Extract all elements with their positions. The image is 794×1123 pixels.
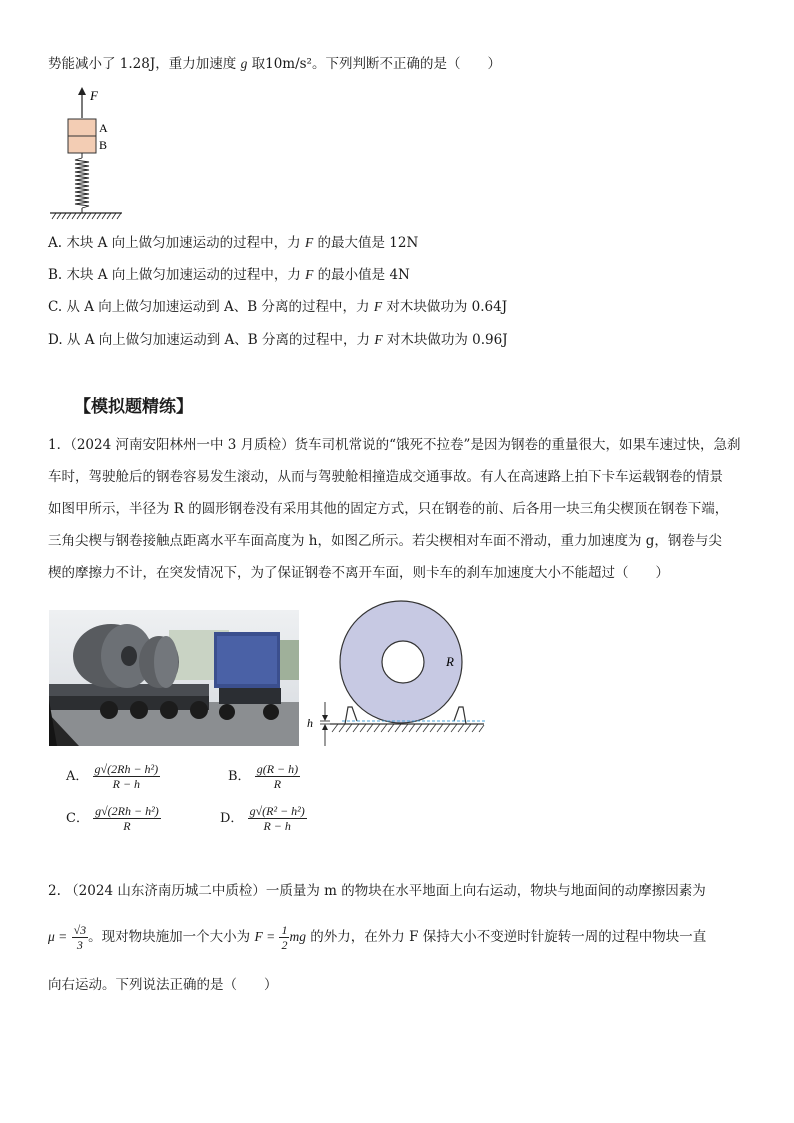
option-d[interactable]: D. 从 A 向上做匀加速运动到 A、B 分离的过程中，力 F 对木块做功为 0.96J: [48, 332, 508, 348]
option-b[interactable]: B. 木块 A 向上做匀加速运动的过程中，力 F 的最小值是 4N: [48, 267, 410, 283]
height-label: h: [307, 716, 313, 730]
option-c[interactable]: C. 从 A 向上做匀加速运动到 A、B 分离的过程中，力 F 对木块做功为 0.64J: [48, 299, 508, 315]
q1-line-2: 车时，驾驶舱后的钢卷容易发生滚动，从而与驾驶舱相撞造成交通事故。有人在高速路上拍下卡车运载钢卷的情景: [48, 469, 723, 485]
block-a: [68, 119, 96, 136]
q1-option-b[interactable]: B． $\frac{g(R - h)}{R}$: [228, 762, 299, 791]
q1-line-3: 如图甲所示，半径为 R 的圆形钢卷没有采用其他的固定方式，只在钢卷的前、后各用一块三角尖楔顶在钢卷下端，: [48, 501, 729, 517]
q2-line-1: 2. （2024 山东济南历城二中质检）一质量为 m 的物块在水平地面上向右运动，物块与地面间的动摩擦因素为: [48, 883, 706, 899]
radius-label: R: [446, 654, 454, 669]
q1-line-5: 楔的摩擦力不计，在突发情况下，为了保证钢卷不离开车面，则卡车的刹车加速度大小不能超过（ ）: [48, 565, 669, 581]
coil-hole: [382, 641, 424, 683]
block-a-label: A: [99, 121, 108, 135]
q2-line-2: μ = $\frac{√3}{3}$ 。现对物块施加一个大小为 F = $\frac{1}{2}$ mg 的外力，在外力 F 保持大小不变逆时针旋转一周的过程中物块一直: [48, 923, 707, 952]
q2-line-3: 向右运动。下列说法正确的是（ ）: [48, 977, 278, 993]
q1-line-4: 三角尖楔与钢卷接触点距离水平车面高度为 h，如图乙所示。若尖楔相对车面不滑动，重力加速度为 g，钢卷与尖: [48, 533, 722, 549]
q1-line-1: 1．（2024 河南安阳林州一中 3 月质检）货车司机常说的“饿死不拉卷”是因为钢卷的重量很大，如果车速过快，急刹: [48, 437, 741, 453]
force-label: F: [90, 88, 98, 103]
spring-block-figure: [48, 86, 138, 222]
question-text-line: 势能减小了 1.28J，重力加速度 g 取10m/s²。下列判断不正确的是（ ）: [48, 56, 501, 72]
q1-option-d[interactable]: D． $\frac{\text{g√(R² − h²)}}{R - h}$: [220, 804, 305, 833]
q1-option-a[interactable]: A． $\frac{\text{g√(2Rh − h²)}}{R - h}$: [66, 762, 159, 791]
coil-wedge-figure: [304, 596, 494, 748]
section-title: 【模拟题精练】: [74, 397, 193, 417]
q1-option-c[interactable]: C． $\frac{\text{g√(2Rh − h²)}}{R}$: [66, 804, 159, 833]
option-a[interactable]: A. 木块 A 向上做匀加速运动的过程中，力 F 的最大值是 12N: [48, 235, 419, 251]
truck-coil-photo: [49, 610, 299, 746]
block-b: [68, 136, 96, 153]
spring: [75, 158, 89, 208]
left-wedge: [345, 707, 357, 724]
block-b-label: B: [99, 138, 108, 152]
